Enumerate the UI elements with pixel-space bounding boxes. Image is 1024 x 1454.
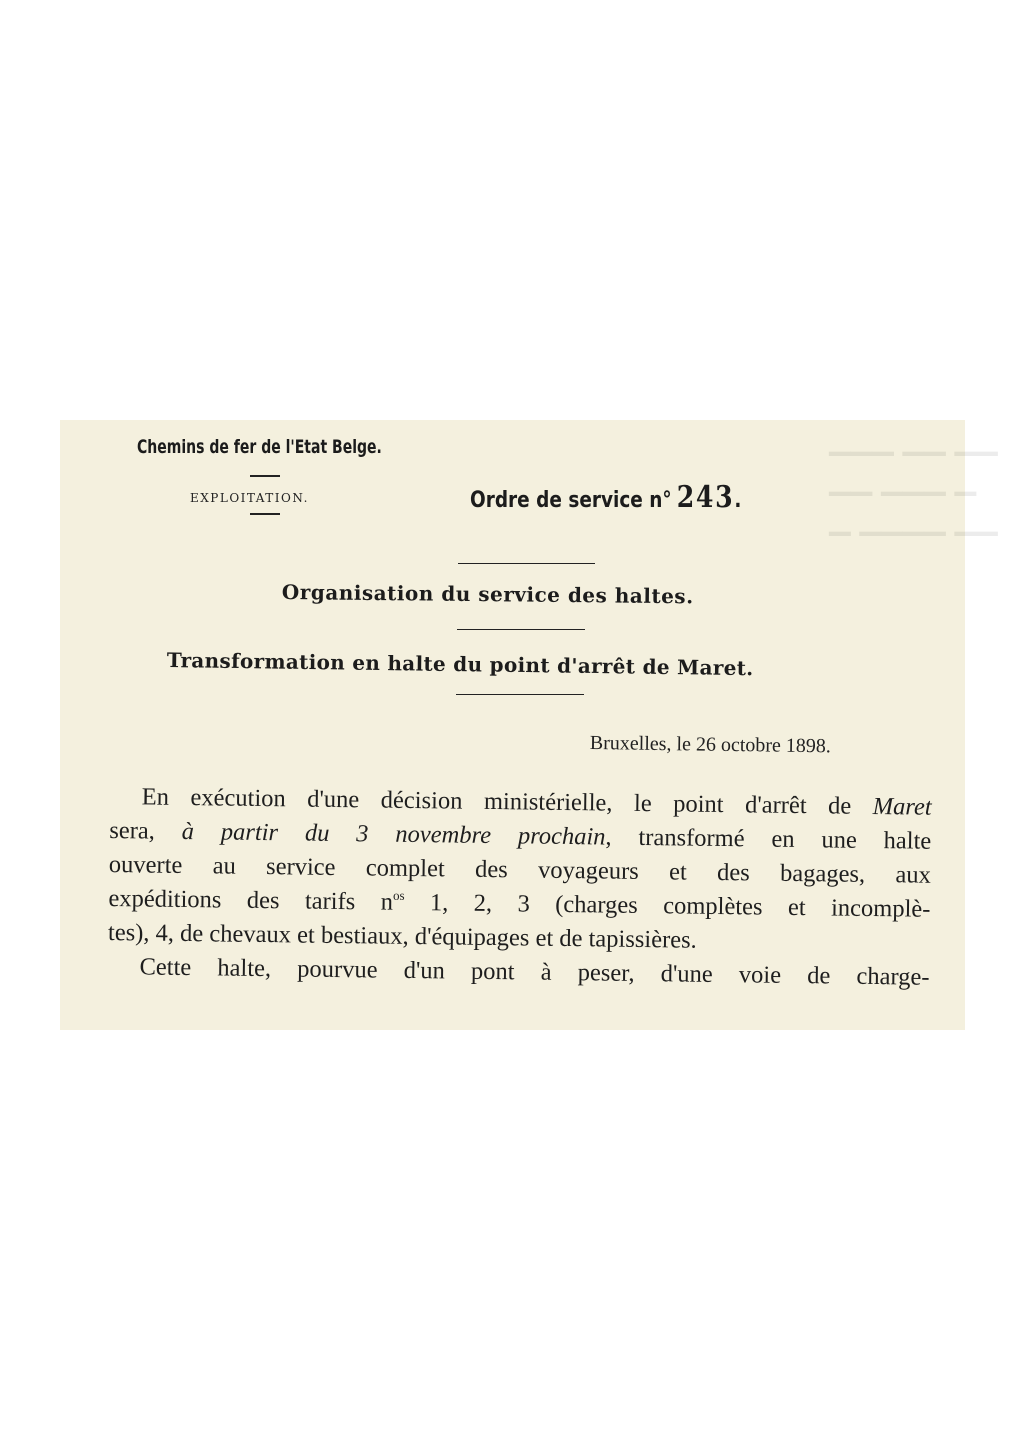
railway-name: Chemins de fer de l'Etat Belge. [137, 436, 382, 458]
order-suffix: . [734, 488, 742, 513]
header-rule-bottom [250, 513, 280, 515]
order-number: 243 [676, 480, 735, 515]
paragraph-1-line-2: sera, à partir du 3 novembre prochain, transformé en une halte [109, 816, 932, 855]
title-rule-2 [457, 629, 585, 630]
paragraph-2-line-1: Cette halte, pourvue d'un pont à peser, d'une voie de charge- [139, 953, 930, 991]
header-rule-top [250, 475, 280, 477]
title-rule-3 [456, 694, 584, 695]
order-label: Ordre de service n° [470, 488, 672, 513]
paragraph-1-line-4: expéditions des tarifs $n^{os}$ 1, 2, 3 (charges complètes et incomplè- [108, 884, 931, 923]
paragraph-1-line-1: En exécution d'une décision ministérielle, le point d'arrêt de Maret [141, 783, 932, 821]
body-text [107, 780, 932, 995]
paragraph-1-line-5: tes), 4, de chevaux et bestiaux, d'équipages et de tapissières. [107, 918, 697, 954]
section-heading: Organisation du service des haltes. [281, 580, 694, 609]
dateline: Bruxelles, le 26 octobre 1898. [589, 732, 832, 758]
title-rule-1 [458, 563, 595, 564]
bleed-through: ▁▁▁ ▁▁ ▁▁ ▁▁ ▁▁▁ ▁ ▁ ▁▁▁▁ ▁▁ [829, 423, 998, 536]
department-label: EXPLOITATION. [190, 491, 309, 505]
order-title [470, 480, 741, 515]
paragraph-1-line-3: ouverte au service complet des voyageurs et des bagages, aux [108, 850, 932, 889]
section-subheading: Transformation en halte du point d'arrêt de Maret. [166, 648, 754, 681]
scanned-page [60, 420, 998, 1030]
